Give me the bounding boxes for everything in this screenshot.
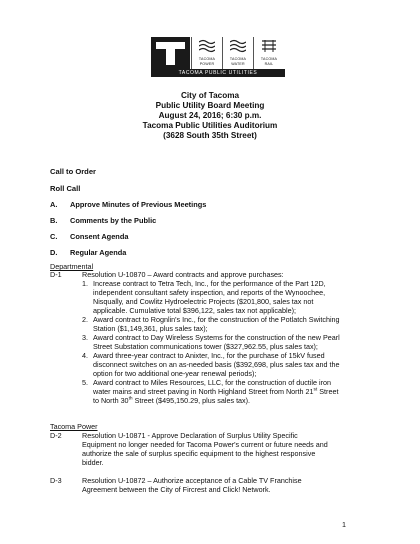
- logo-power-line1: TACOMA: [198, 57, 216, 61]
- d3-text: Resolution U-10872 – Authorize acceptance of a Cable TV Franchise Agreement between the City of Fircrest and Click! Network.: [82, 476, 302, 494]
- agenda-item-a: A. Approve Minutes of Previous Meetings: [50, 200, 207, 209]
- rail-icon: [253, 37, 284, 69]
- page-number: 1: [342, 520, 346, 529]
- agenda-item-d: D. Regular Agenda: [50, 248, 127, 257]
- d1-code: D-1: [50, 270, 62, 279]
- list-item: 1. Increase contract to Tetra Tech, Inc., for the performance of the Part 12D, independent consultant safety inspection, and reports of the Wynoochee, Nisqually, and Cowlitz Hydroelectric Projects ($201,800, sales tax not applicable. Cumulative total $396,122, sales tax not applicable);: [82, 279, 326, 315]
- agenda-item-b: B. Comments by the Public: [50, 216, 157, 225]
- d1-item-list: [82, 279, 382, 405]
- logo-rail-line2: RAIL: [264, 62, 274, 66]
- tacoma-public-utilities-logo: [151, 37, 285, 77]
- logo-power-line2: POWER: [199, 62, 215, 66]
- header-date: August 24, 2016; 6:30 p.m.: [158, 111, 262, 120]
- header-location: Tacoma Public Utilities Auditorium: [142, 121, 278, 130]
- departmental-heading: Departmental: [50, 262, 94, 271]
- water-icon: [222, 37, 253, 69]
- header-city: City of Tacoma: [180, 91, 240, 100]
- d2-code: D-2: [50, 431, 62, 440]
- power-icon: [191, 37, 222, 69]
- logo-water-line2: WATER: [231, 62, 245, 66]
- logo-band-text: TACOMA PUBLIC UTILITIES: [151, 69, 285, 77]
- d3-code: D-3: [50, 476, 62, 485]
- logo-rail-line1: TACOMA: [260, 57, 278, 61]
- header-address: (3628 South 35th Street): [163, 131, 257, 140]
- list-item: 3. Award contract to Day Wireless Systems for the construction of the new Pearl Street Substation communications tower ($327,962.55, plus sales tax);: [82, 333, 340, 351]
- list-item: 4. Award three-year contract to Anixter, Inc., for the purchase of 15kV fused disconnect switches on an as-needed basis ($392,698, plus sales tax and the option for two additional one-year renewal periods);: [82, 351, 340, 378]
- roll-call: Roll Call: [50, 184, 81, 193]
- list-item: 5. Award contract to Miles Resources, LLC, for the construction of ductile iron water mains and street paving in North Highland Street from North 21st Street to North 30th Street ($495,150.29, plus sales tax).: [82, 378, 339, 405]
- t-logo-mark: [151, 37, 190, 69]
- d1-title: Resolution U-10870 – Award contracts and approve purchases:: [82, 270, 284, 279]
- tacoma-power-heading: Tacoma Power: [50, 422, 98, 431]
- agenda-item-c: C. Consent Agenda: [50, 232, 129, 241]
- logo-water-line1: TACOMA: [229, 57, 247, 61]
- call-to-order: Call to Order: [50, 167, 96, 176]
- list-item: 2. Award contract to Rognlin's Inc., for the construction of the Potlatch Switching Station ($1,149,361, plus sales tax);: [82, 315, 340, 333]
- d2-text: Resolution U-10871 - Approve Declaration of Surplus Utility Specific Equipment no longer needed for Tacoma Power's current or future needs and authorize the sale of surplus specific equipment to the highest responsive bidder.: [82, 431, 328, 467]
- header-meeting: Public Utility Board Meeting: [155, 101, 265, 110]
